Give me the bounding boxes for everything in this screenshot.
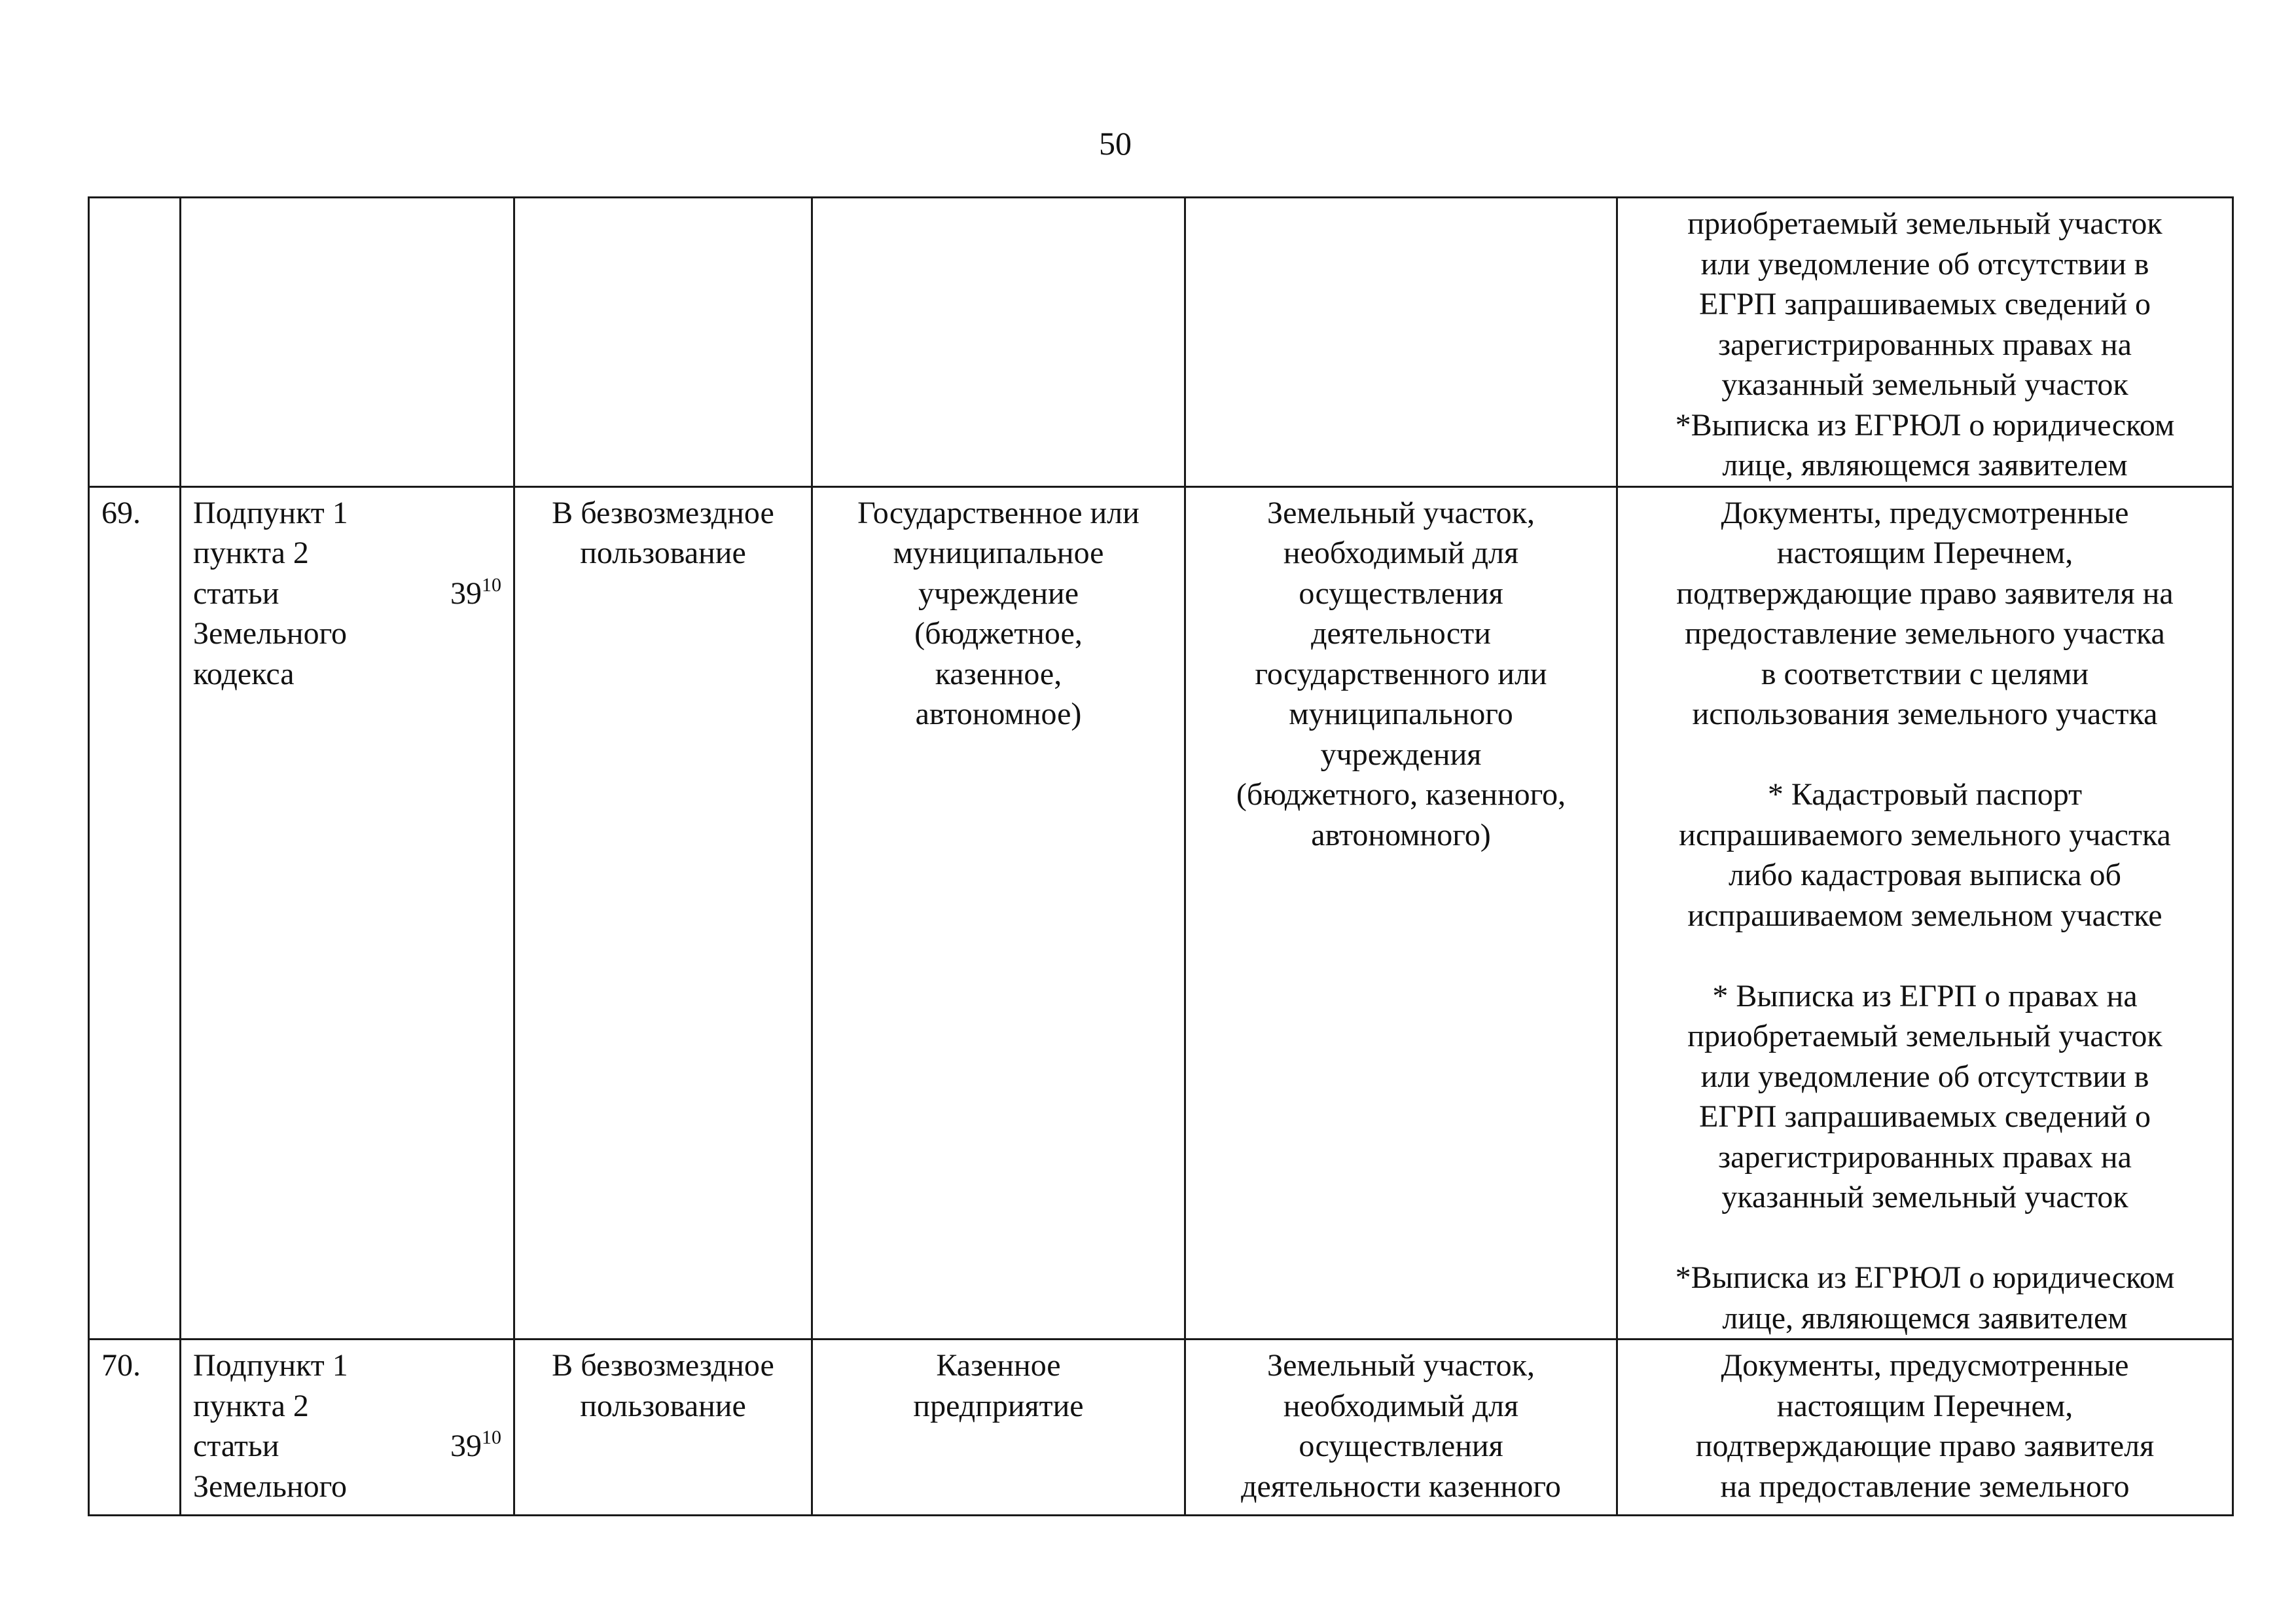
text-line: подтверждающие право заявителя [1695,1429,2155,1463]
text-line: В безвозмездное [552,495,774,530]
text-line: Документы, предусмотренные [1721,495,2129,530]
cell-right-type [514,486,812,1340]
text-line: испрашиваемого земельного участка [1679,817,2171,852]
text-line: кодекса [193,656,295,691]
text-line: учреждения [1320,737,1482,772]
text-line: использования земельного участка [1692,697,2158,731]
text-line: государственного или [1255,656,1547,691]
text-line: лице, являющемся заявителем [1722,448,2128,483]
text-line: в соответствии с целями [1761,656,2089,691]
table-row-70 [89,1340,2233,1516]
text-line: указанный земельный участок [1721,367,2128,402]
text-line: автономного) [1311,817,1491,852]
text-line: на предоставление земельного [1720,1468,2130,1504]
text-line: Казенное [936,1348,1061,1383]
cell-documents [1617,486,2233,1340]
text-line: приобретаемый земельный участок [1687,206,2162,241]
text-line: Подпункт 1 [193,495,348,530]
text-line: либо кадастровая выписка об [1729,858,2121,892]
text-line: В безвозмездное [552,1348,774,1383]
article-line [193,1426,501,1467]
text-line: Земельного [193,616,348,651]
text-line: приобретаемый земельный участок [1687,1019,2162,1053]
text-line: (бюджетное, [914,616,1083,651]
text-line: автономное) [915,697,1082,731]
text-line: зарегистрированных правах на [1718,327,2132,362]
cell-number [89,1340,181,1516]
cell-documents [1617,1340,2233,1516]
document-table-container [88,196,2232,1507]
cell-applicant [812,198,1185,487]
text-line: Земельный участок, [1267,1348,1535,1383]
text-line: * Кадастровый паспорт [1767,777,2083,812]
text-line: предоставление земельного участка [1685,616,2165,651]
text-line: ЕГРП запрашиваемых сведений о [1698,1099,2151,1134]
paragraph-gap [1630,1218,2220,1258]
text-line: необходимый для [1283,536,1519,570]
text-line: *Выписка из ЕГРЮЛ о юридическом [1675,407,2175,443]
article-number-base: 39 [450,1429,482,1463]
text-line: необходимый для [1283,1388,1519,1423]
text-line: осуществления [1299,1429,1503,1463]
article-number-superscript: 10 [482,574,501,596]
text-line: лице, являющемся заявителем [1722,1300,2128,1336]
text-line: учреждение [918,575,1079,611]
cell-documents [1617,198,2233,487]
text-line: указанный земельный участок [1721,1180,2128,1214]
cell-article [181,198,514,487]
text-line: муниципального [1289,697,1513,731]
text-line: осуществления [1299,575,1503,611]
paragraph-gap [1630,936,2220,976]
row-number: 70. [101,1348,141,1383]
article-number [450,1426,501,1467]
cell-number [89,198,181,487]
article-number-base: 39 [450,575,482,611]
text-line: настоящим Перечнем, [1776,1388,2073,1423]
cell-right-type [514,198,812,487]
text-line: Документы, предусмотренные [1721,1348,2129,1383]
text-line: пункта 2 [193,1388,309,1423]
text-line: * Выписка из ЕГРП о правах на [1712,978,2138,1013]
text-line: ЕГРП запрашиваемых сведений о [1698,287,2151,321]
text-line: деятельности казенного [1241,1468,1561,1504]
text-line: Земельный участок, [1267,495,1535,530]
text-line: или уведомление об отсутствии в [1700,246,2149,282]
text-line: настоящим Перечнем, [1776,536,2073,570]
table-row-continuation [89,198,2233,487]
text-line: предприятие [913,1388,1084,1423]
cell-land-plot [1185,1340,1617,1516]
document-table [88,196,2234,1516]
article-number [450,574,501,614]
text-line: зарегистрированных правах на [1718,1139,2132,1175]
cell-land-plot [1185,486,1617,1340]
article-word: статьи [193,575,279,611]
article-word: статьи [193,1429,279,1463]
cell-number [89,486,181,1340]
text-line: пункта 2 [193,536,309,570]
text-line: испрашиваемом земельном участке [1687,898,2162,933]
cell-article [181,486,514,1340]
paragraph-gap [1630,735,2220,775]
text-line: Земельного [193,1468,348,1504]
text-line: (бюджетного, казенного, [1236,777,1566,812]
text-line: пользование [580,1388,746,1423]
text-line: Государственное или [857,495,1139,530]
article-line [193,574,501,614]
row-number: 69. [101,495,141,530]
text-line: казенное, [935,656,1062,691]
text-line: или уведомление об отсутствии в [1700,1059,2149,1094]
cell-applicant [812,1340,1185,1516]
text-line: муниципальное [893,536,1104,570]
cell-article [181,1340,514,1516]
cell-right-type [514,1340,812,1516]
cell-land-plot [1185,198,1617,487]
text-line: *Выписка из ЕГРЮЛ о юридическом [1675,1260,2175,1295]
page-number: 50 [1099,125,1132,162]
text-line: подтверждающие право заявителя на [1676,575,2174,611]
text-line: Подпункт 1 [193,1348,348,1383]
article-number-superscript: 10 [482,1427,501,1448]
text-line: деятельности [1311,616,1491,651]
table-row-69 [89,486,2233,1340]
text-line: пользование [580,536,746,570]
cell-applicant [812,486,1185,1340]
